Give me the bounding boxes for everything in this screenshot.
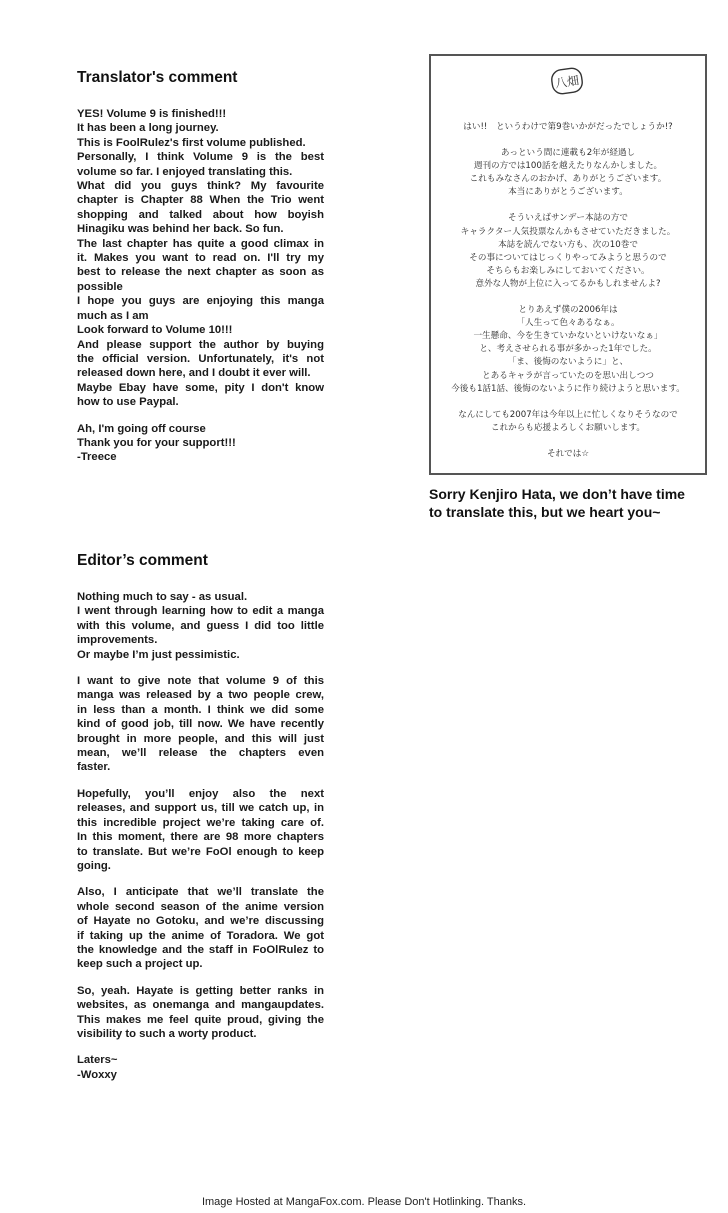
author-note-line: 本当にありがとうございます。 bbox=[508, 187, 628, 198]
text-line: of Hayate no Gotoku, and we’re discussing bbox=[77, 915, 324, 928]
text-line: possible bbox=[77, 280, 123, 293]
text-line: I went through learning how to edit a manga bbox=[77, 605, 324, 618]
editor-paragraph bbox=[77, 787, 324, 873]
text-line: Nothing much to say - as usual. bbox=[77, 591, 248, 603]
text-line: In this moment, there are 98 more chapters bbox=[77, 831, 324, 844]
author-note-line: これもみなさんのおかげ、ありがとうございます。 bbox=[469, 174, 667, 185]
text-line: This makes me feel quite proud, giving the bbox=[77, 1013, 324, 1026]
text-line: shopping and talked about how boyish bbox=[77, 208, 324, 221]
text-line: if taking up the anime of Toradora. We got bbox=[77, 929, 324, 942]
editor-body bbox=[77, 590, 324, 1082]
author-note-line: 意外な人物が上位に入ってるかもしれませんよ? bbox=[475, 278, 661, 289]
author-note-line: とあるキャラが言っていたのを思い出しつつ bbox=[482, 370, 654, 381]
text-line: I hope you guys are enjoying this manga bbox=[77, 295, 324, 308]
text-line: Maybe Ebay have some, pity I don't know bbox=[77, 381, 324, 394]
author-note-text bbox=[431, 121, 705, 461]
editor-comment bbox=[77, 552, 324, 1082]
author-note-line: とりあえず僕の2006年は bbox=[518, 305, 618, 316]
text-line: -Treece bbox=[77, 451, 117, 464]
author-note-line: これからも応援よろしくお願いします。 bbox=[490, 422, 645, 433]
text-line: brought in more people, and this will just bbox=[77, 732, 324, 745]
apology-line-1: Sorry Kenjiro Hata, we don’t have time bbox=[429, 486, 685, 502]
author-note-line: キャラクター人気投票なんかもさせていただきました。 bbox=[460, 226, 676, 237]
text-line: improvements. bbox=[77, 634, 158, 647]
editor-paragraph bbox=[77, 885, 324, 971]
text-line: -Woxxy bbox=[77, 1068, 117, 1081]
text-line: chapter is Chapter 88 When the Trio went bbox=[77, 194, 324, 207]
editor-paragraph bbox=[77, 1053, 324, 1082]
author-note-line: その事についてはじっくりやってみようと思うので bbox=[469, 252, 667, 263]
apology-line-2: to translate this, but we heart you~ bbox=[429, 504, 661, 520]
author-note-box bbox=[429, 54, 707, 475]
text-line: websites, as onemanga and mangaupdates. bbox=[77, 999, 324, 1012]
text-line: the official version. Unfortunately, it's not bbox=[77, 352, 324, 365]
author-note-line: なんにしても2007年は今年以上に忙しくなりそうなので bbox=[458, 409, 678, 420]
translator-heading: Translator's comment bbox=[77, 69, 238, 86]
translator-comment bbox=[77, 69, 324, 465]
text-line: And please support the author by buying bbox=[77, 338, 324, 351]
text-line: YES! Volume 9 is finished!!! bbox=[77, 108, 227, 120]
text-line: Look forward to Volume 10!!! bbox=[77, 324, 233, 337]
text-line: Thank you for your support!!! bbox=[77, 436, 236, 449]
text-line: This is FoolRulez's first volume published. bbox=[77, 136, 306, 149]
hosting-footer: Image Hosted at MangaFox.com. Please Don't Hotlinking. Thanks. bbox=[201, 1196, 527, 1208]
author-seal-icon bbox=[549, 66, 585, 96]
text-line: Ah, I'm going off course bbox=[77, 422, 206, 435]
text-line: kind of good job, till now. We have recently bbox=[77, 718, 324, 731]
author-note-line: それでは☆ bbox=[546, 448, 590, 459]
text-line: releases, and support us, till we catch up, in bbox=[77, 802, 324, 815]
editor-paragraph bbox=[77, 674, 324, 775]
text-line: faster. bbox=[77, 761, 111, 774]
text-line: What did you guys think? My favourite bbox=[77, 180, 324, 193]
author-note-line: と、考えさせられる事が多かった1年でした。 bbox=[479, 344, 657, 355]
text-line: Also, I anticipate that we’ll translate the bbox=[77, 886, 324, 899]
text-line: Hinagiku was behind her back. So fun. bbox=[77, 223, 284, 236]
text-line: So, yeah. Hayate is getting better ranks in bbox=[77, 984, 324, 997]
author-note-line: そういえばサンデー本誌の方で bbox=[508, 213, 628, 224]
editor-paragraph bbox=[77, 590, 324, 662]
text-line: volume so far. I enjoyed translating this. bbox=[77, 165, 293, 178]
text-line: visibility to such a worty product. bbox=[77, 1027, 257, 1040]
author-note-line: はい!! というわけで第9巻いかがだったでしょうか!? bbox=[463, 122, 673, 132]
text-line: released down here, and I doubt it ever will. bbox=[77, 367, 311, 380]
text-line: this incredible project we’re taking care of. bbox=[77, 816, 324, 829]
text-line: how to use Paypal. bbox=[77, 396, 179, 409]
text-line: It has been a long journey. bbox=[77, 122, 219, 135]
author-note-line: そちらもお楽しみにしておいてください。 bbox=[486, 265, 650, 276]
translator-closing bbox=[77, 422, 324, 465]
text-line: Or maybe I’m just pessimistic. bbox=[77, 648, 240, 661]
author-note-line: 今後も1話1話、後悔のないように作り続けようと思います。 bbox=[451, 383, 685, 394]
text-line: going. bbox=[77, 859, 111, 872]
text-line: Personally, I think Volume 9 is the best bbox=[77, 151, 324, 164]
editor-paragraph bbox=[77, 984, 324, 1042]
author-note-line: 「人生って色々あるなぁ。 bbox=[516, 318, 620, 329]
text-line: the knowledge and the staff in FoOlRulez to bbox=[77, 943, 324, 956]
translator-body bbox=[77, 107, 324, 410]
text-line: Laters~ bbox=[77, 1054, 118, 1067]
text-line: keep such a project up. bbox=[77, 958, 203, 971]
text-line: with this volume, and guess I did too little bbox=[77, 619, 324, 632]
author-note-line: 本誌を読んでない方も、次の10巻で bbox=[498, 239, 638, 250]
author-note-line: あっという間に連載も2年が経過し bbox=[500, 148, 636, 159]
text-line: much as I am bbox=[77, 309, 149, 322]
author-note-line: 一生懸命、今を生きていかないといけないなぁ」 bbox=[473, 331, 663, 342]
author-seal-text: 八畑 bbox=[554, 73, 581, 91]
text-line: Hopefully, you’ll enjoy also the next bbox=[77, 787, 324, 800]
author-note-line: 週刊の方では100話を越えたりなんかしました。 bbox=[473, 161, 663, 172]
text-line: manga was released by a two people crew, bbox=[77, 689, 324, 702]
apology-note bbox=[429, 485, 724, 521]
text-line: whole second season of the anime version bbox=[77, 900, 324, 913]
author-note-line: 「ま、後悔のないように」と、 bbox=[507, 357, 629, 368]
text-line: in less than a month. I think we did some bbox=[77, 703, 324, 716]
text-line: best to release the next chapter as soon as bbox=[77, 266, 324, 279]
text-line: it. Makes you want to read on. I'll try my bbox=[77, 252, 324, 265]
text-line: I want to give note that volume 9 of this bbox=[77, 675, 324, 688]
editor-heading: Editor’s comment bbox=[77, 552, 208, 569]
text-line: The last chapter has quite a good climax in bbox=[77, 237, 324, 250]
text-line: to translate. But we’re FoOl enough to keep bbox=[77, 845, 324, 858]
text-line: mean, we’ll release the chapters even bbox=[77, 747, 324, 760]
